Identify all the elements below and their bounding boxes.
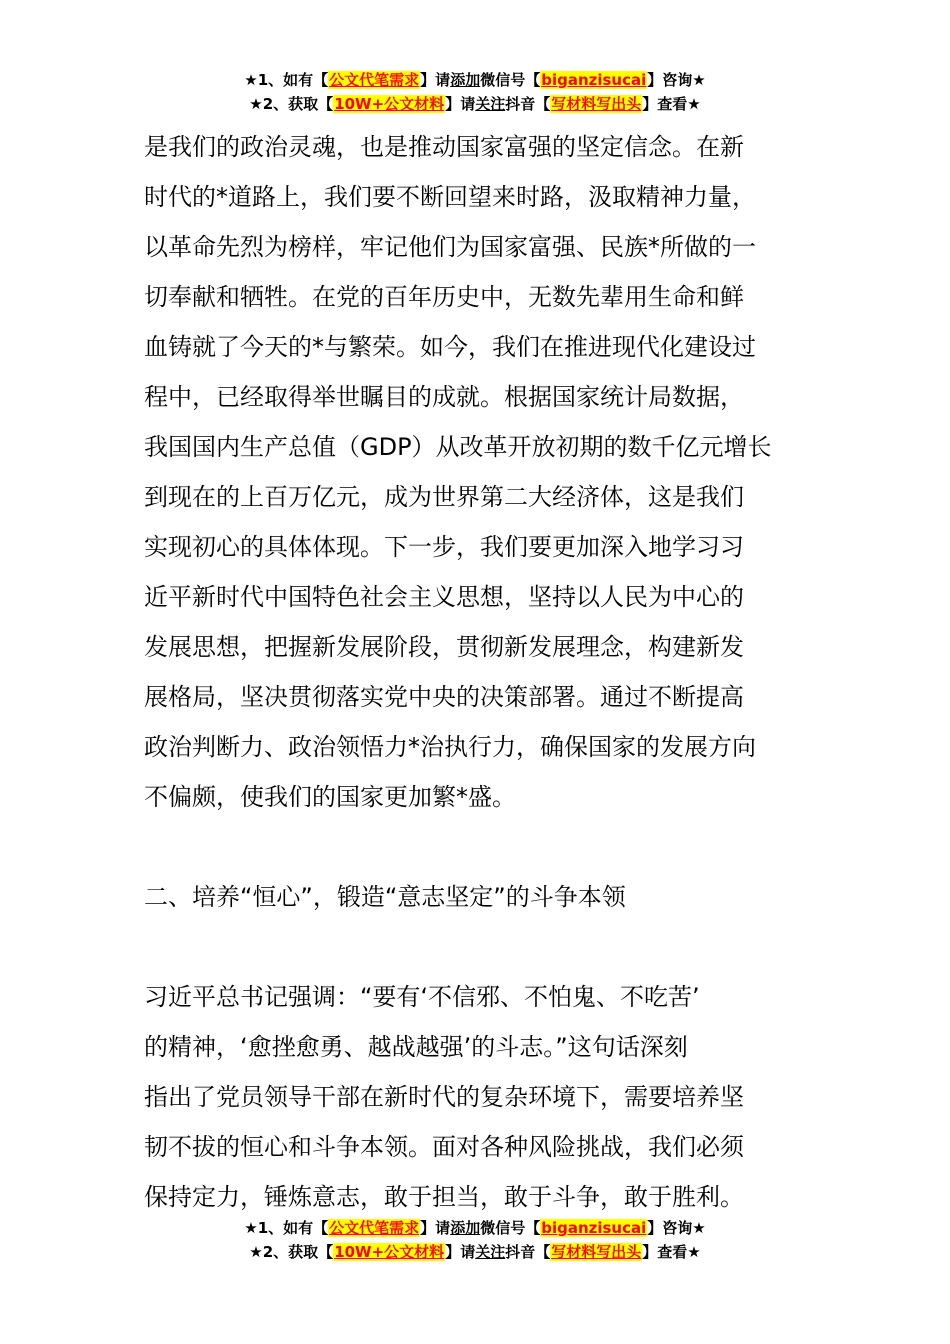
banner-text: 】请 [445,1243,476,1261]
banner-text: 】咨询★ [647,71,706,89]
text-line: 近平新时代中国特色社会主义思想，坚持以人民为中心的 [144,583,744,611]
banner-text: 】请 [420,1219,451,1237]
text-line: 时代的*道路上，我们要不断回望来时路，汲取精神力量， [144,183,756,211]
banner-highlight: 10W+公文材料 [334,95,445,113]
banner-highlight: biganzisucai [541,1219,647,1237]
header-banner [0,68,950,116]
paragraph-2 [144,972,816,1222]
banner-row-2 [0,1240,950,1264]
banner-underlined-text: 关注 [475,1243,506,1261]
banner-text: 】查看★ [642,95,701,113]
banner-row-2 [0,92,950,116]
banner-text: 微信号【 [480,1219,541,1237]
text-line: 程中，已经取得举世瞩目的成就。根据国家统计局数据， [144,383,744,411]
banner-highlight: 公文代笔需求 [329,1219,420,1237]
banner-highlight: biganzisucai [541,71,647,89]
banner-text: 】查看★ [642,1243,701,1261]
text-line: 切奉献和牺牲。在党的百年历史中，无数先辈用生命和鲜 [144,283,744,311]
text-line: 以革命先烈为榜样，牢记他们为国家富强、民族*所做的一 [144,233,756,261]
text-line: 实现初心的具体体现。下一步，我们要更加深入地学习习 [144,533,744,561]
text-line: 血铸就了今天的*与繁荣。如今，我们在推进现代化建设过 [144,333,756,361]
text-line: 不偏颇，使我们的国家更加繁*盛。 [144,783,516,811]
banner-row-1 [0,68,950,92]
text-line: 指出了党员领导干部在新时代的复杂环境下，需要培养坚 [144,1083,744,1111]
banner-underlined-text: 关注 [475,95,506,113]
heading-text: 二、培养“恒心”，锻造“意志坚定”的斗争本领 [144,883,626,911]
text-line: 习近平总书记强调：“要有‘不信邪、不怕鬼、不吃苦’ [144,983,700,1011]
paragraph-spacer [144,822,816,872]
banner-text: ★2、获取【 [249,1243,334,1261]
banner-highlight: 写材料写出头 [551,1243,642,1261]
banner-text: ★1、如有【 [244,71,329,89]
text-line: 我国国内生产总值（GDP）从改革开放初期的数千亿元增长 [144,433,772,461]
text-line: 发展思想，把握新发展阶段，贯彻新发展理念，构建新发 [144,633,744,661]
text-line: 到现在的上百万亿元，成为世界第二大经济体，这是我们 [144,483,744,511]
section-heading [144,872,816,922]
banner-text: 微信号【 [480,71,541,89]
banner-text: 抖音【 [505,1243,551,1261]
banner-text: ★2、获取【 [249,95,334,113]
banner-underlined-text: 添加 [450,1219,481,1237]
text-line: 是我们的政治灵魂，也是推动国家富强的坚定信念。在新 [144,133,744,161]
banner-highlight: 10W+公文材料 [334,1243,445,1261]
banner-text: ★1、如有【 [244,1219,329,1237]
paragraph-1 [144,122,816,822]
paragraph-spacer [144,922,816,972]
banner-highlight: 写材料写出头 [551,95,642,113]
banner-highlight: 公文代笔需求 [329,71,420,89]
banner-underlined-text: 添加 [450,71,481,89]
banner-text: 】咨询★ [647,1219,706,1237]
text-line: 保持定力，锤炼意志，敢于担当，敢于斗争，敢于胜利。 [144,1183,744,1211]
text-line: 政治判断力、政治领悟力*治执行力，确保国家的发展方向 [144,733,756,761]
text-line: 的精神，‘愈挫愈勇、越战越强’的斗志。”这句话深刻 [144,1033,688,1061]
banner-text: 】请 [420,71,451,89]
footer-banner [0,1216,950,1264]
banner-text: 抖音【 [505,95,551,113]
text-line: 展格局，坚决贯彻落实党中央的决策部署。通过不断提高 [144,683,744,711]
text-line: 韧不拔的恒心和斗争本领。面对各种风险挑战，我们必须 [144,1133,744,1161]
document-body [144,122,816,1222]
banner-text: 】请 [445,95,476,113]
banner-row-1 [0,1216,950,1240]
